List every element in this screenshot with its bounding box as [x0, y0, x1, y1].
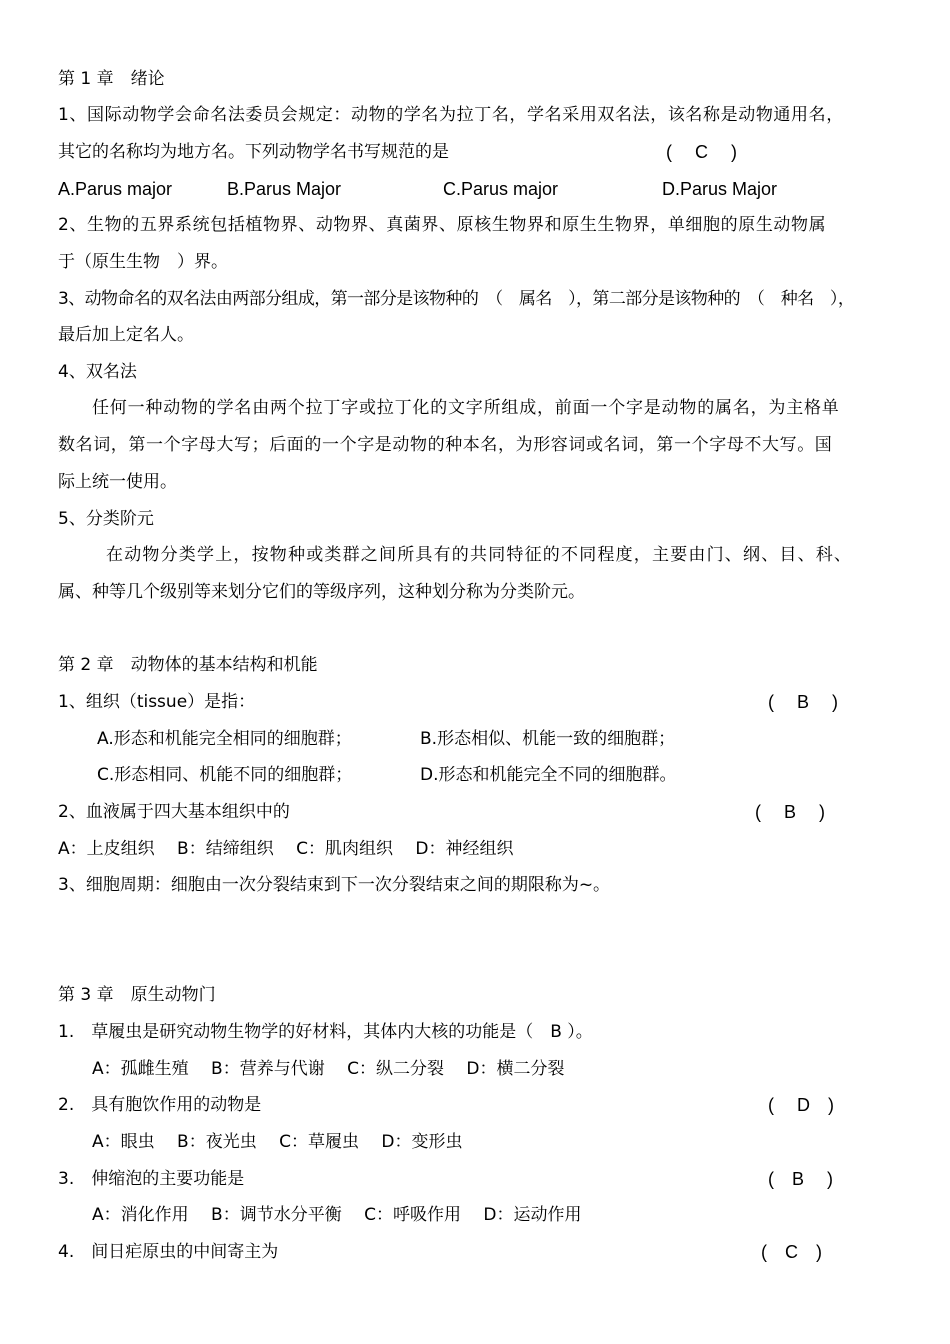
ch1-q4-para-line3: 际上统一使用。 [58, 472, 177, 492]
ch2-q1-option-c: C.形态相同、机能不同的细胞群； [97, 765, 353, 785]
ch1-q5-title: 5、分类阶元 [58, 509, 154, 529]
ch1-q4-para-line1: 任何一种动物的学名由两个拉丁字或拉丁化的文字所组成，前面一个字是动物的属名，为主格单 [92, 398, 840, 418]
ch1-q1-line2: 其它的名称均为地方名。下列动物学名书写规范的是 [58, 142, 449, 162]
ch3-q3-options: A：消化作用 B：调节水分平衡 C：呼吸作用 D：运动作用 [92, 1205, 582, 1225]
ch2-q3-text: 3、细胞周期：细胞由一次分裂结束到下一次分裂结束之间的期限称为~。 [58, 875, 611, 895]
ch3-q3-answer: ( B ) [768, 1169, 833, 1189]
ch2-q1-option-d: D.形态和机能完全不同的细胞群。 [420, 765, 677, 785]
ch1-q1-option-b: B.Parus Major [227, 179, 342, 199]
ch3-q1-text: 1. 草履虫是研究动物生物学的好材料，其体内大核的功能是（ B ）。 [58, 1022, 593, 1042]
ch1-q1-option-c: C.Parus major [443, 179, 559, 199]
ch1-q5-para-line2: 属、种等几个级别等来划分它们的等级序列，这种划分称为分类阶元。 [58, 582, 585, 602]
ch1-q2-line1: 2、生物的五界系统包括植物界、动物界、真菌界、原核生物界和原生生物界，单细胞的原生动物属 [58, 215, 827, 235]
ch3-q2-text: 2. 具有胞饮作用的动物是 [58, 1095, 262, 1115]
ch2-q2-answer: ( B ) [755, 802, 825, 822]
ch3-q1-options: A：孤雌生殖 B：营养与代谢 C：纵二分裂 D：横二分裂 [92, 1059, 565, 1079]
ch3-q4-text: 4. 间日疟原虫的中间寄主为 [58, 1242, 279, 1262]
ch3-q4-answer: ( C ) [761, 1242, 822, 1262]
ch3-q2-options: A：眼虫 B：夜光虫 C：草履虫 D：变形虫 [92, 1132, 463, 1152]
ch2-q1-option-a: A.形态和机能完全相同的细胞群； [97, 729, 352, 749]
chapter-2-title: 第 2 章 动物体的基本结构和机能 [58, 655, 318, 675]
ch2-q1-answer: ( B ) [768, 692, 838, 712]
ch1-q4-title: 4、双名法 [58, 362, 137, 382]
ch2-q1-option-b: B.形态相似、机能一致的细胞群； [420, 729, 676, 749]
ch2-q2-text: 2、血液属于四大基本组织中的 [58, 802, 290, 822]
ch1-q3-line1: 3、动物命名的双名法由两部分组成，第一部分是该物种的 （ 属名 ），第二部分是该物种的 （ 种名 ）， [58, 289, 855, 309]
ch2-q1-text: 1、组织（tissue）是指： [58, 692, 256, 712]
ch1-q2-line2: 于（原生生物 ）界。 [58, 252, 228, 272]
ch1-q4-para-line2: 数名词，第一个字母大写；后面的一个字是动物的种本名，为形容词或名词，第一个字母不大写。国 [58, 435, 833, 455]
ch1-q1-line1: 1、国际动物学会命名法委员会规定：动物的学名为拉丁名，学名采用双名法，该名称是动物通用名， [58, 105, 844, 125]
ch3-q3-text: 3. 伸缩泡的主要功能是 [58, 1169, 245, 1189]
ch2-q2-options: A：上皮组织 B：结缔组织 C：肌肉组织 D：神经组织 [58, 839, 514, 859]
ch1-q1-option-d: D.Parus Major [662, 179, 778, 199]
chapter-3-title: 第 3 章 原生动物门 [58, 985, 216, 1005]
ch3-q2-answer: ( D ) [768, 1095, 834, 1115]
ch1-q3-line2: 最后加上定名人。 [58, 325, 194, 345]
ch1-q1-answer: ( C ) [666, 142, 737, 162]
chapter-1-title: 第 1 章 绪论 [58, 69, 165, 89]
ch1-q1-option-a: A.Parus major [58, 179, 173, 199]
ch1-q5-para-line1: 在动物分类学上，按物种或类群之间所具有的共同特征的不同程度，主要由门、纲、目、科、 [106, 545, 853, 565]
